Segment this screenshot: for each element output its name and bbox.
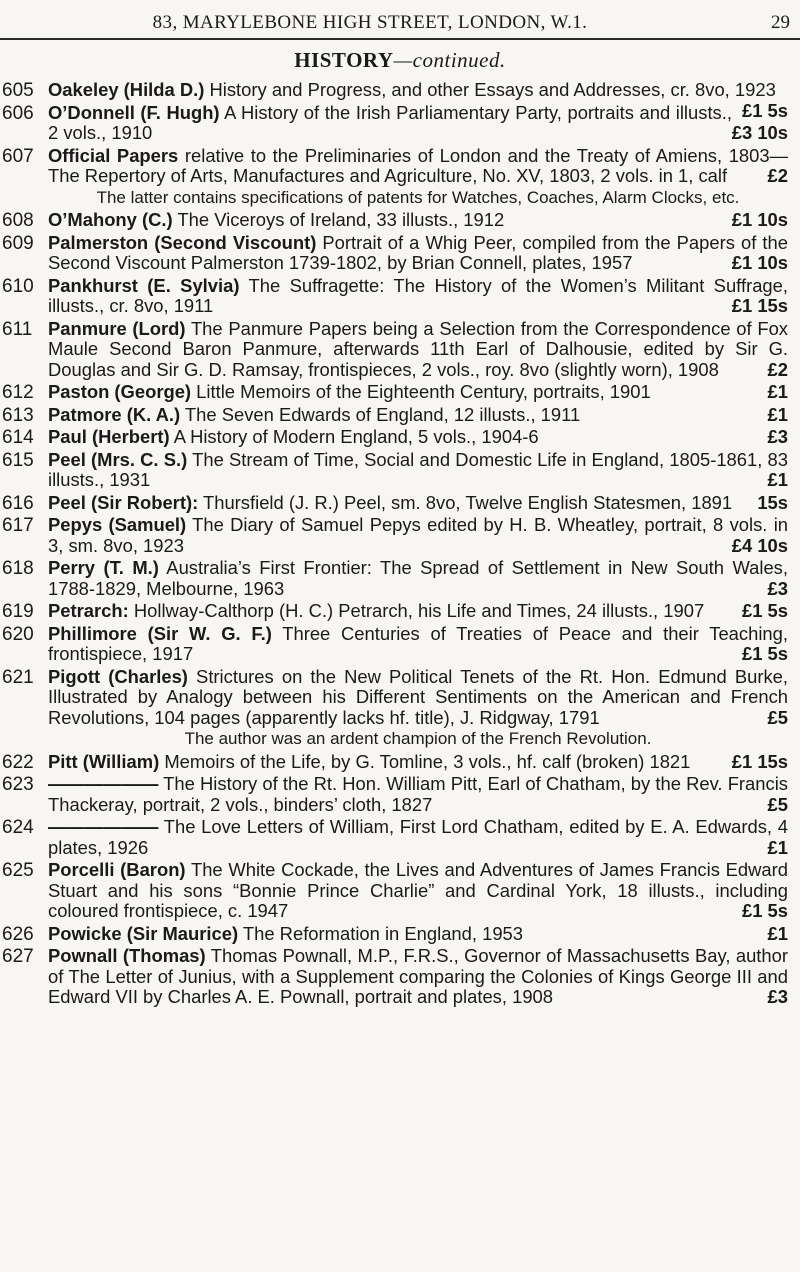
entry-body (48, 276, 788, 317)
entry-description: Little Memoirs of the Eighteenth Century, portraits, 1901 (191, 381, 651, 402)
entry-author: Pankhurst (E. Sylvia) (48, 274, 240, 296)
entry-body (48, 774, 788, 815)
page-number: 29 (771, 12, 790, 33)
entry-description: History and Progress, and other Essays and Addresses, cr. 8vo, 1923 (204, 79, 776, 100)
lot-number: 611 (2, 318, 33, 340)
lot-number: 624 (2, 817, 34, 838)
entry-author: O’Donnell (F. Hugh) (48, 101, 220, 123)
catalogue-entry (0, 667, 800, 750)
catalogue-entry (0, 624, 800, 665)
catalogue-entry (0, 319, 800, 381)
entry-description: The Reformation in England, 1953 (238, 922, 524, 944)
entry-body (48, 624, 788, 665)
catalogue-entry (0, 817, 800, 858)
entry-author: Panmure (Lord) (48, 317, 186, 339)
entry-price: £1 (767, 403, 788, 425)
entry-price: 15s (757, 491, 788, 513)
entry-author: Peel (Sir Robert): (48, 491, 199, 513)
lot-number: 614 (2, 427, 34, 448)
catalogue-entry (0, 493, 800, 514)
lot-number: 605 (2, 80, 34, 101)
catalogue-entry (0, 558, 800, 599)
lot-number: 610 (2, 275, 34, 297)
catalogue-entry (0, 752, 800, 773)
entry-author: Pigott (Charles) (48, 665, 188, 687)
entry-price: £1 (767, 922, 788, 944)
catalogue-entry (0, 774, 800, 815)
catalogue-entries (0, 80, 800, 1010)
lot-number: 626 (2, 923, 34, 945)
entry-body (48, 233, 788, 274)
shop-address: 83, MARYLEBONE HIGH STREET, LONDON, W.1. (152, 12, 588, 33)
catalogue-entry (0, 99, 800, 144)
lot-number: 622 (2, 751, 34, 773)
entry-description: Portrait of a Whig Peer, compiled from the Papers of the Second Viscount Palmerston 1739-1802, by Brian Connell, plates, 1957 (48, 231, 788, 273)
entry-body (48, 427, 788, 448)
lot-number: 613 (2, 404, 34, 426)
entry-description: Three Centuries of Treaties of Peace and their Teaching, frontispiece, 1917 (48, 622, 788, 664)
entry-body (48, 382, 788, 403)
entry-price: £1 (767, 836, 788, 858)
lot-number: 623 (2, 774, 34, 795)
entry-author: Pitt (William) (48, 750, 160, 772)
lot-number: 621 (2, 666, 34, 688)
entry-description: The Viceroys of Ireland, 33 illusts., 1912 (172, 209, 505, 230)
entry-author: Petrarch: (48, 600, 129, 621)
entry-author: —————— (48, 773, 159, 794)
lot-number: 617 (2, 515, 34, 536)
entry-body (48, 752, 788, 773)
catalogue-entry (0, 601, 800, 622)
entry-price: £1 (767, 469, 788, 490)
entry-price: £1 15s (731, 750, 788, 772)
entry-price: £4 10s (731, 534, 788, 556)
entry-body (48, 924, 788, 945)
entry-price: £3 (767, 577, 788, 599)
entry-body (48, 493, 788, 514)
entry-description: Australia’s First Frontier: The Spread of Settlement in New South Wales, 1788-1829, Melbourne, 1963 (48, 557, 788, 599)
entry-description: Thursfield (J. R.) Peel, sm. 8vo, Twelve English Statesmen, 1891 (198, 491, 733, 513)
catalogue-entry (0, 946, 800, 1008)
entry-author: Palmerston (Second Viscount) (48, 231, 317, 253)
entry-description: The Diary of Samuel Pepys edited by H. B. Wheatley, portrait, 8 vols. in 3, sm. 8vo, 1923 (48, 514, 789, 556)
entry-price: £1 5s (741, 99, 788, 121)
entry-author: Phillimore (Sir W. G. F.) (48, 622, 272, 644)
entry-author: Powicke (Sir Maurice) (48, 922, 239, 944)
entry-description: The Panmure Papers being a Selection from the Correspondence of Fox Maule Second Baron Panmure, afterwards 11th Earl of Dalhousie, edited by Sir G. Douglas and Sir G. D. Ramsay, frontispieces, 2 vols., roy. 8vo (slightly worn), 1908 (48, 317, 788, 380)
entry-body (48, 450, 788, 491)
entry-author: Oakeley (Hilda D.) (48, 79, 205, 100)
lot-number: 609 (2, 232, 34, 254)
entry-author: Peel (Mrs. C. S.) (48, 448, 188, 470)
section-title: HISTORY (294, 48, 394, 72)
entry-price: £5 (767, 706, 788, 728)
lot-number: 620 (2, 623, 34, 645)
entry-note: The author was an ardent champion of the French Revolution. (184, 729, 652, 748)
entry-price: £1 10s (731, 252, 788, 273)
entry-price: £2 (767, 165, 788, 186)
entry-price: £1 5s (741, 600, 788, 621)
lot-number: 616 (2, 492, 34, 514)
entry-description: Hollway-Calthorp (H. C.) Petrarch, his Life and Times, 24 illusts., 1907 (128, 600, 705, 621)
entry-author: O’Mahony (C.) (48, 209, 173, 230)
entry-body (48, 667, 788, 750)
catalogue-entry (0, 405, 800, 426)
entry-author: Perry (T. M.) (48, 557, 159, 578)
entry-body (48, 601, 788, 622)
entry-author: Pownall (Thomas) (48, 945, 206, 966)
entry-price: £3 (767, 426, 788, 447)
lot-number: 608 (2, 210, 34, 231)
entry-price: £3 10s (731, 122, 788, 143)
catalogue-entry (0, 382, 800, 403)
entry-author: Patmore (K. A.) (48, 403, 181, 425)
entry-body (48, 860, 788, 922)
entry-body (48, 99, 788, 144)
lot-number: 625 (2, 860, 34, 881)
entry-body (48, 558, 788, 599)
entry-description: The Stream of Time, Social and Domestic Life in England, 1805-1861, 83 illusts., 1931 (48, 448, 788, 490)
entry-body (48, 946, 788, 1008)
entry-description: The White Cockade, the Lives and Adventures of James Francis Edward Stuart and his sons “Bonnie Prince Charlie” and Cardinal York, 18 illusts., including coloured frontispiece, c. 1947 (48, 859, 788, 921)
lot-number: 615 (2, 449, 34, 471)
lot-number: 627 (2, 946, 34, 967)
entry-price: £2 (767, 358, 788, 380)
entry-description: relative to the Preliminaries of London and the Treaty of Amiens, 1803—The Repertory of Arts, Manufactures and Agriculture, No. XV, 1803, 2 vols. in 1, calf (48, 144, 788, 186)
lot-number: 619 (2, 601, 34, 622)
entry-price: £1 10s (731, 209, 788, 230)
catalogue-entry (0, 427, 800, 448)
entry-body (48, 405, 788, 426)
entry-price: £1 15s (731, 295, 788, 316)
entry-body (48, 210, 788, 231)
entry-author: Official Papers (48, 144, 179, 166)
entry-price: £1 5s (741, 900, 788, 921)
entry-price: £3 (767, 986, 788, 1007)
entry-body (48, 319, 788, 381)
catalogue-entry (0, 276, 800, 317)
catalogue-entry (0, 210, 800, 231)
lot-number: 606 (2, 102, 34, 124)
entry-author: Pepys (Samuel) (48, 514, 187, 535)
entry-price: £1 5s (741, 643, 788, 664)
entry-description: Strictures on the New Political Tenets of the Rt. Hon. Edmund Burke, Illustrated by Analogy between his Different Sentiments on the American and French Revolutions, 104 pages (apparently lacks hf. title), J. Ridgway, 1791 (48, 665, 788, 728)
catalogue-entry (0, 450, 800, 491)
entry-description: Memoirs of the Life, by G. Tomline, 3 vols., hf. calf (broken) 1821 (159, 750, 691, 772)
section-heading (0, 48, 800, 73)
entry-body (48, 817, 788, 858)
page-header (0, 8, 800, 40)
entry-note: The latter contains specifications of patents for Watches, Coaches, Alarm Clocks, etc. (96, 187, 740, 207)
catalogue-entry (0, 233, 800, 274)
lot-number: 612 (2, 382, 34, 403)
section-continued: —continued. (393, 48, 506, 72)
catalogue-entry (0, 515, 800, 556)
entry-author: Porcelli (Baron) (48, 859, 186, 880)
lot-number: 607 (2, 145, 34, 167)
catalogue-entry (0, 860, 800, 922)
entry-author: —————— (48, 816, 159, 837)
catalogue-entry (0, 924, 800, 945)
entry-body (48, 515, 788, 556)
entry-description: The Seven Edwards of England, 12 illusts., 1911 (180, 403, 581, 425)
catalogue-entry (0, 146, 800, 209)
entry-price: £1 (767, 381, 788, 402)
lot-number: 618 (2, 558, 34, 579)
entry-author: Paul (Herbert) (48, 426, 170, 447)
entry-author: Paston (George) (48, 381, 192, 402)
entry-body (48, 146, 788, 209)
entry-description: A History of the Irish Parliamentary Party, portraits and illusts., 2 vols., 1910 (48, 101, 732, 143)
entry-price: £5 (767, 793, 788, 815)
entry-description: The History of the Rt. Hon. William Pitt, Earl of Chatham, by the Rev. Francis Thackeray, portrait, 2 vols., binders’ cloth, 1827 (48, 773, 788, 815)
entry-description: The Love Letters of William, First Lord Chatham, edited by E. A. Edwards, 4 plates, 1926 (48, 816, 788, 858)
entry-description: The Suffragette: The History of the Women’s Militant Suffrage, illusts., cr. 8vo, 1911 (48, 274, 788, 316)
entry-description: A History of Modern England, 5 vols., 1904-6 (169, 426, 539, 447)
entry-description: Thomas Pownall, M.P., F.R.S., Governor of Massachusetts Bay, author of The Letter of Junius, with a Supplement comparing the Colonies of Kings George III and Edward VII by Charles A. E. Pownall, portrait and plates, 1908 (48, 945, 788, 1007)
